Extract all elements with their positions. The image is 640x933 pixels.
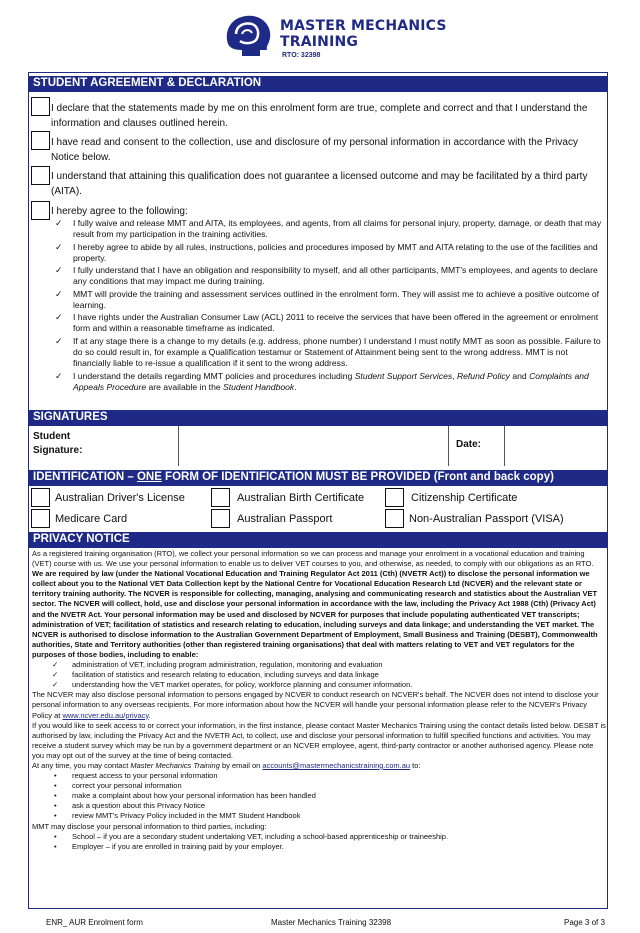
checkmark-icon: ✓ [52, 680, 59, 690]
id-option-australian-passport: Australian Passport [237, 513, 333, 525]
checkmark-icon: ✓ [55, 370, 63, 381]
footer-page-number: Page 3 of 3 [564, 918, 605, 927]
agreement-heading: STUDENT AGREEMENT & DECLARATION [29, 76, 607, 92]
declaration-checkbox-3[interactable] [31, 166, 50, 185]
list-item: • correct your personal information [54, 781, 182, 791]
term-item: ✓ I have rights under the Australian Consumer Law (ACL) 2011 to receive the services that have been offered in the agreement or enrolment form and within a reasonable timeframe as indicated. [55, 312, 599, 334]
id-checkbox-birth-certificate[interactable] [211, 488, 230, 507]
declaration-checkbox-2[interactable] [31, 131, 50, 150]
declaration-statement-3: I understand that attaining this qualification does not guarantee a licensed outcome and may be facilitated by a third party (AITA). [51, 171, 588, 197]
list-item: • School – if you are a secondary student undertaking VET, including a school-based apprenticeship or traineeship. [54, 831, 449, 841]
bullet-icon: • [54, 831, 57, 841]
logo [222, 12, 462, 62]
declaration-statement-4: I hereby agree to the following: [51, 206, 188, 217]
list-item: ✓ understanding how the VET market operates, for policy, workforce planning and consumer information. [52, 680, 413, 690]
signature-row [29, 426, 607, 466]
rto-number: RTO: 32398 [282, 52, 321, 59]
id-checkbox-australian-passport[interactable] [211, 509, 230, 528]
ncver-privacy-link[interactable]: www.ncver.edu.au/privacy [62, 710, 149, 720]
term-item: ✓ I fully waive and release MMT and AITA, its employees, and agents, from all claims for personal injury, property, damage, or death that may result from my participation in the training activities. [55, 218, 602, 239]
privacy-paragraph: As a registered training organisation (RTO), we collect your personal information so we can process and manage your enrolment in a vocational education and training (VET) course with us. We use your personal information to enable us to deliver VET courses to you, and otherwise, as needed, to comply with our obligations as an RTO. [32, 549, 594, 569]
term-item: ✓ I fully understand that I have an obligation and responsibility to myself, and all other participants, MMT's employees, and agents to declare any conditions that may impact me during training. [55, 265, 598, 287]
id-option-birth-certificate: Australian Birth Certificate [237, 492, 365, 504]
list-item: • make a complaint about how your personal information has been handled [54, 791, 316, 801]
list-item: • review MMT's Privacy Policy included in the MMT Student Handbook [54, 811, 301, 821]
list-item: • request access to your personal information [54, 771, 218, 781]
bullet-icon: • [54, 841, 57, 851]
checkmark-icon: ✓ [55, 241, 63, 252]
checkmark-icon: ✓ [52, 670, 59, 680]
checkmark-icon: ✓ [55, 218, 63, 228]
checkmark-icon: ✓ [55, 335, 63, 346]
term-item: ✓ MMT will provide the training and assessment services outlined in the enrolment form. They will assist me to achieve a positive outcome of learning. [55, 288, 600, 310]
checkmark-icon: ✓ [52, 660, 59, 670]
bullet-icon: • [54, 771, 57, 781]
term-item: ✓ I understand the details regarding MMT policies and procedures including Student Support Services, Refund Policy and Complaints and Appeals Procedure are available in the Student Handbook. [55, 370, 589, 392]
list-item: ✓ facilitation of statistics and research relating to education, including surveys and data linkage [52, 670, 379, 680]
agreement-terms-list [51, 218, 607, 394]
footer-form-code: ENR_ AUR Enrolment form [46, 918, 143, 927]
student-signature-field[interactable] [179, 426, 449, 466]
declaration-checkbox-4[interactable] [31, 201, 50, 220]
checkmark-icon: ✓ [55, 288, 63, 299]
privacy-heading: PRIVACY NOTICE [29, 532, 607, 548]
date-label: Date: [456, 439, 482, 450]
id-checkbox-medicare-card[interactable] [31, 509, 50, 528]
checkmark-icon: ✓ [55, 265, 63, 276]
accounts-email-link[interactable]: accounts@mastermechanicstraining.com.au [262, 760, 411, 770]
enrolment-sheet [28, 72, 608, 909]
footer-organisation: Master Mechanics Training 32398 [271, 918, 392, 927]
privacy-paragraph: MMT may disclose your personal information to third parties, including: [32, 821, 267, 831]
bullet-icon: • [54, 781, 57, 791]
bullet-icon: • [54, 801, 57, 811]
id-option-medicare-card: Medicare Card [55, 513, 128, 525]
signatures-heading: SIGNATURES [29, 410, 607, 426]
term-item: ✓ If at any stage there is a change to my details (e.g. address, phone number) I understand I must notify MMT as soon as possible. Failure to do so could result in, for example a Qualification testamur or Statement of Attainment being sent to the wrong address. MMT is not financially liable to re-issue a qualification if it sent to the wrong address. [55, 335, 601, 368]
privacy-notice-body [32, 549, 606, 852]
id-checkbox-drivers-license[interactable] [31, 488, 50, 507]
head-profile-logo-icon [222, 14, 274, 58]
list-item: • ask a question about this Privacy Notice [54, 801, 205, 811]
list-item: • Employer – if you are enrolled in training paid by your employer. [54, 841, 284, 851]
bullet-icon: • [54, 791, 57, 801]
id-checkbox-non-australian-passport[interactable] [385, 509, 404, 528]
privacy-paragraph: We are required by law (under the National Vocational Education and Training Regulator Act 2011 (Cth) (NVETR Act)) to disclose the personal information we collect about you to the National VET Data Collection kept by the National Centre for Vocational Education Research Ltd (NCVER) and the relevant state or territory training authority. The NCVER is responsible for collecting, managing, analysing and communicating research and statistics about the Australian VET sector. The NCVER will collect, hold, use and disclose your personal information in accordance with the law, including the Privacy Act 1988 (Cth) (Privacy Act) and the NVETR Act. Your personal information may be used and disclosed by NCVER for purposes that include populating authenticated VET transcripts; administration of VET; facilitation of statistics and research relating to education, including surveys and data linkage; and understanding the VET market. The NCVER is authorised to disclose information to the Australian Government Department of Employment, Small Business and Training (DESBT), Commonwealth authorities, State and Territory authorities (other than registered training organisations) that deal with matters relating to VET and VET regulators for the purposes of those bodies, including to enable: [32, 569, 598, 659]
id-option-drivers-license: Australian Driver's License [55, 492, 185, 504]
privacy-paragraph: The NCVER may also disclose personal information to persons engaged by NCVER to conduct research on NCVER's behalf. The NCVER does not intend to disclose your personal information to any overseas recipients. For more information about how the NCVER will handle your personal information please refer to the NCVER's Privacy Policy at www.ncver.edu.au/privacy. [32, 690, 599, 720]
identification-heading: IDENTIFICATION – ONE FORM OF IDENTIFICATION MUST BE PROVIDED (Front and back copy) [29, 470, 607, 486]
student-signature-label: Student Signature: [33, 431, 83, 456]
brand-name-line2: TRAINING [280, 34, 359, 50]
privacy-paragraph: If you would like to seek access to or correct your information, in the first instance, please contact Master Mechanics Training using the contact details listed below. DESBT is authorised by law, including the Privacy Act and the NVETR Act, to collect, use and disclose your personal information to fulfill specified functions and activities. You may receive a student survey which may be run by a government department or an NCVER employee, agent, third-party contractor or another authorised agency. Please note you may opt out of the survey at the time of being contacted. [32, 720, 606, 760]
bullet-icon: • [54, 811, 57, 821]
id-option-citizenship-certificate: Citizenship Certificate [411, 492, 518, 504]
term-item: ✓ I hereby agree to abide by all rules, instructions, policies and procedures imposed by MMT and AITA relating to the use of the facilities and property. [55, 241, 598, 263]
privacy-paragraph: At any time, you may contact Master Mechanics Training by email on accounts@mastermechanicstraining.com.au to: [32, 760, 421, 770]
list-item: ✓ administration of VET, including program administration, regulation, monitoring and evaluation [52, 660, 383, 670]
id-option-non-australian-passport: Non-Australian Passport (VISA) [409, 513, 564, 525]
declaration-checkbox-1[interactable] [31, 97, 50, 116]
brand-name-line1: MASTER MECHANICS [280, 18, 447, 34]
date-field[interactable] [505, 426, 607, 466]
checkmark-icon: ✓ [55, 312, 63, 323]
declaration-statement-2: I have read and consent to the collection, use and disclosure of my personal information in accordance with the Privacy Notice below. [51, 137, 578, 163]
declaration-statement-1: I declare that the statements made by me on this enrolment form are true, complete and correct and that I understand the information and clauses outlined herein. [51, 103, 588, 129]
id-checkbox-citizenship-certificate[interactable] [385, 488, 404, 507]
